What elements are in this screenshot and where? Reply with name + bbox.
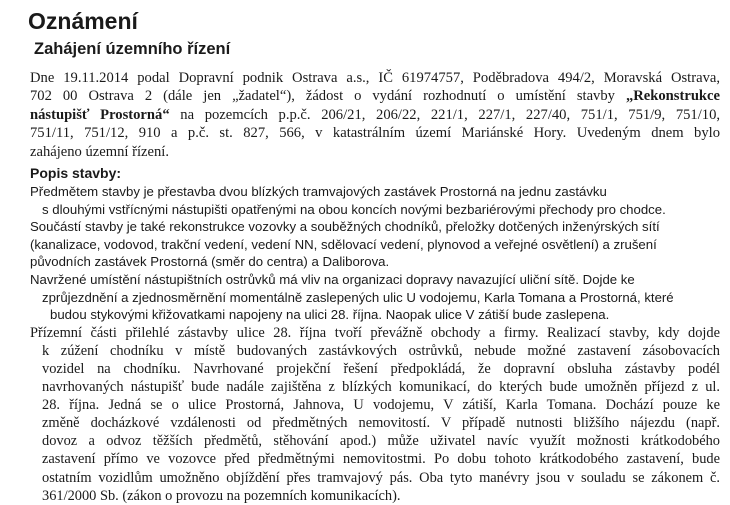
paragraph-line: vozidel na chodníku. Navrhované projekční řešení předpokládá, že dopravní obsluha zástavby podél (42, 360, 720, 377)
paragraph-line: budou stykovými křižovatkami napojeny na ulici 28. října. Naopak ulice V zátiší bude zaslepena. (50, 307, 610, 323)
paragraph-line: dovoz a odvoz těžších předmětů, stěhování apod.) může uživatel navíc využít možnosti krátkodobého (42, 433, 720, 450)
paragraph-line: 28. října. Jedná se o ulice Prostorná, Jahnova, U vodojemu, V zátiší, Karla Tomana. Dochází pouze ke (42, 397, 720, 414)
description-paragraph (30, 218, 720, 271)
paragraph-line: Součástí stavby je také rekonstrukce vozovky a souběžných chodníků, přeložky dotčených inženýrských sítí (30, 219, 660, 235)
paragraph-line: ostatním vozidlům umožněno objíždění přes tramvajový pás. Oba tyto manévry jsou v souladu se zákonem č. (42, 469, 720, 486)
description-paragraph (30, 271, 720, 324)
intro-line: zahájeno územní řízení. (30, 143, 169, 160)
paragraph-line: s dlouhými vstřícnými nástupišti opatřenými na obou koncích novými bezbariérovými přechody pro chodce. (42, 201, 666, 217)
section-heading: Popis stavby: (30, 165, 122, 181)
paragraph-line: Přízemní části přilehlé zástavby ulice 28. října tvoří převážně obchody a firmy. Realizací stavby, kdy dojde (30, 324, 720, 341)
document-subtitle: Zahájení územního řízení (34, 40, 231, 58)
paragraph-line: Předmětem stavby je přestavba dvou blízkých tramvajových zastávek Prostorná na jednu zastávku (30, 184, 607, 199)
description-body (30, 183, 720, 505)
project-name: „Rekonstrukce (625, 88, 720, 105)
paragraph-line: zprůjezdnění a zjednosměrnění momentálně zaslepených ulic U vodojemu, Karla Tomana a Prostorná, které (42, 289, 674, 305)
intro-line (30, 106, 720, 124)
intro-line (30, 87, 720, 105)
paragraph-line: (kanalizace, vodovod, trakční vedení, vedení NN, sdělovací vedení, plynovod a veřejné osvětlení) a zrušení (30, 236, 657, 252)
intro-line: 751/11, 751/12, 910 a p.č. st. 827, 566, v katastrálním území Mariánské Hory. Uvedeným dnem bylo (30, 125, 720, 142)
paragraph-line: zastavení přímo ve vozovce před předmětnými nemovitostmi. Po dobu tohoto krátkodobého zastavení, bude (42, 451, 720, 468)
paragraph-line: původních zastávek Prostorná (směr do centra) a Daliborova. (30, 254, 390, 270)
intro-line-text: na pozemcích p.p.č. 206/21, 206/22, 221/1, 227/1, 227/40, 751/1, 751/9, 751/10, (180, 106, 720, 123)
paragraph-line: Navržené umístění nástupištních ostrůvků má vliv na organizaci dopravy navazující uliční sítě. Dojde ke (30, 271, 635, 287)
paragraph-line: změně docházkové vzdálenosti od předmětných nemovitostí. V případě nutnosti bližšího nájezdu (např. (42, 415, 720, 432)
description-paragraph (30, 183, 720, 218)
project-name: nástupišť Prostorná“ (30, 106, 170, 123)
intro-paragraph (30, 69, 720, 161)
document-title: Oznámení (28, 8, 138, 34)
paragraph-line: k zúžení chodníku v místě budovaných zastávkových ostrůvků, nebude možné zastavení zásobovacích (42, 342, 720, 359)
intro-line-text: 702 00 Ostrava 2 (dále jen „žadatel“), žádost o vydání rozhodnutí o umístění stavby (30, 88, 615, 105)
description-paragraph (30, 324, 720, 505)
paragraph-line: 361/2000 Sb. (zákon o provozu na pozemních komunikacích). (42, 487, 401, 504)
paragraph-line: navrhovaných nástupišť bude nadále zajištěna z blízkých komunikací, do kterých bude umožněn příjezd z ul. (42, 379, 720, 396)
intro-line: Dne 19.11.2014 podal Dopravní podnik Ostrava a.s., IČ 61974757, Poděbradova 494/2, Moravská Ostrava, (30, 70, 720, 86)
